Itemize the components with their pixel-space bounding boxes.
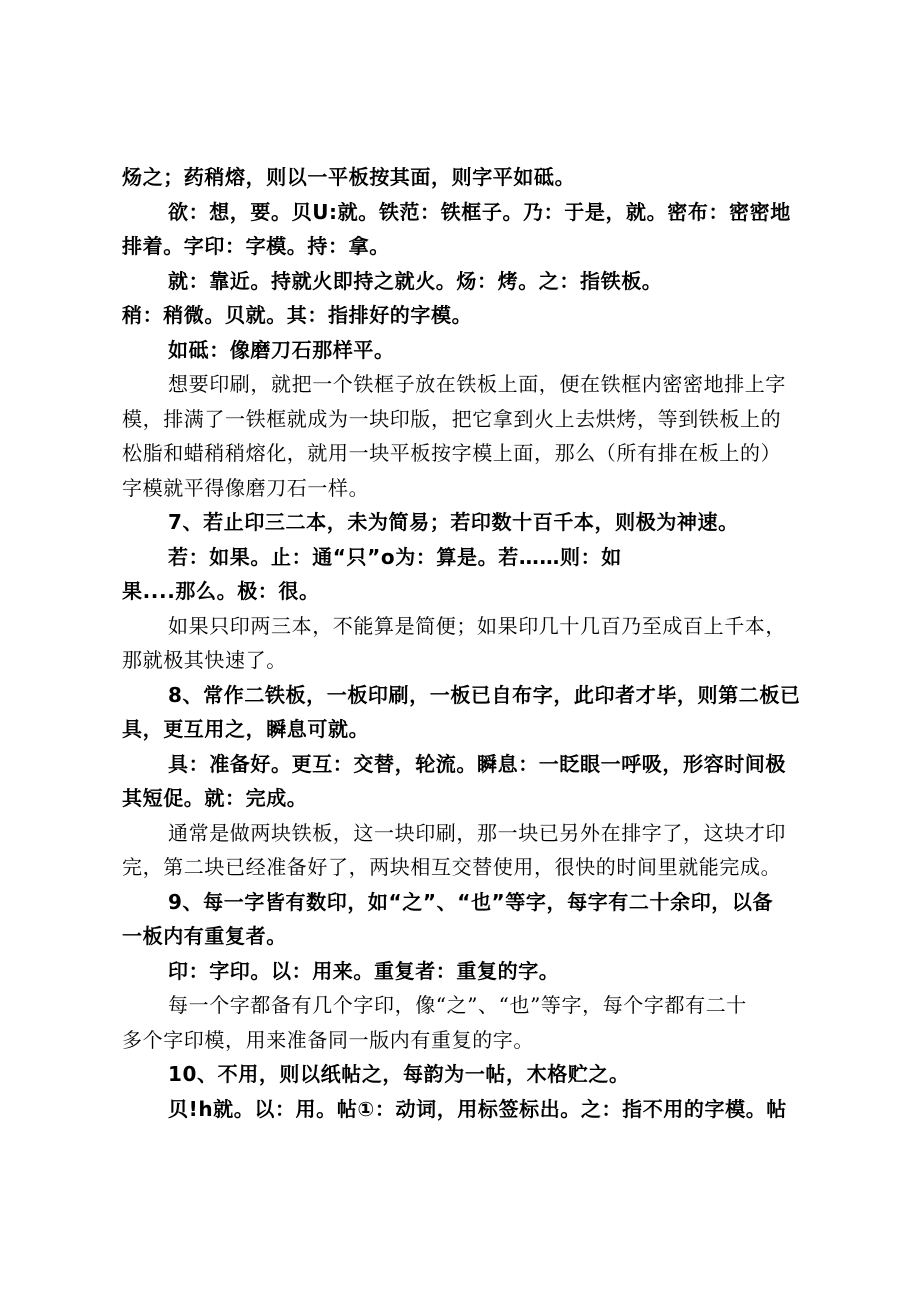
text-line: 9、每一字皆有数印，如“之”、“也”等字，每字有二十余印，以备 [168, 889, 774, 914]
text-line: 一板内有重复者。 [122, 924, 287, 948]
text-line: 就：靠近。持就火即持之就火。炀：烤。之：指铁板。 [168, 268, 663, 293]
text-line: 炀之；药稍熔，则以一平板按其面，则字平如砥。 [122, 165, 576, 189]
text-line: 欲：想，要。贝U:就。铁范：铁框子。乃：于是，就。密布：密密地 [168, 199, 791, 224]
text-line: 贝!h就。以：用。帖①：动词，用标签标出。之：指不用的字模。帖 [168, 1096, 787, 1121]
text-line: 7、若止印三二本，未为简易；若印数十百千本，则极为神速。 [168, 510, 739, 534]
text-line: 其短促。就：完成。 [122, 786, 308, 810]
text-line: 10、不用，则以纸帖之，每韵为一帖，木格贮之。 [168, 1062, 630, 1086]
text-line: 具，更互用之，瞬息可就。 [122, 717, 370, 741]
text-line: 想要印刷，就把一个铁框子放在铁板上面，便在铁框内密密地排上字 [168, 372, 786, 396]
text-line: 多个字印模，用来准备同一版内有重复的字。 [122, 1027, 534, 1052]
document-body [122, 160, 822, 1126]
text-line: 字模就平得像磨刀石一样。 [122, 475, 370, 500]
text-line: 通常是做两块铁板，这一块印刷，那一块已另外在排字了，这块才印 [168, 820, 786, 845]
text-line: 松脂和蜡稍稍熔化，就用一块平板按字模上面，那么（所有排在板上的） [122, 441, 782, 465]
text-line: 具：准备好。更互：交替，轮流。瞬息：一眨眼一呼吸，形容时间极 [168, 751, 786, 776]
text-line: 模，排满了一铁框就成为一块印版，把它拿到火上去烘烤，等到铁板上的 [122, 406, 782, 431]
text-line: 如果只印两三本，不能算是简便；如果印几十几百乃至成百上千本， [168, 613, 786, 638]
text-line: 那就极其快速了。 [122, 648, 287, 672]
text-line: 每一个字都备有几个字印，像“之”、“也”等字，每个字都有二十 [168, 993, 747, 1017]
text-line: 印：字印。以：用来。重复者：重复的字。 [168, 958, 560, 983]
text-line: 稍：稍微。贝就。其：指排好的字模。 [122, 303, 473, 327]
text-line: 完，第二块已经准备好了，两块相互交替使用，很快的时间里就能完成。 [122, 855, 782, 879]
text-line: 8、常作二铁板，一板印刷，一板已自布字，此印者才毕，则第二板已 [168, 682, 801, 707]
text-line: 如砥：像磨刀石那样平。 [168, 337, 395, 362]
text-line: 排着。字印：字模。持：拿。 [122, 234, 390, 258]
text-line: 果....那么。极：很。 [122, 579, 320, 603]
text-line: 若：如果。止：通“只”o为：算是。若……则：如 [168, 544, 622, 569]
